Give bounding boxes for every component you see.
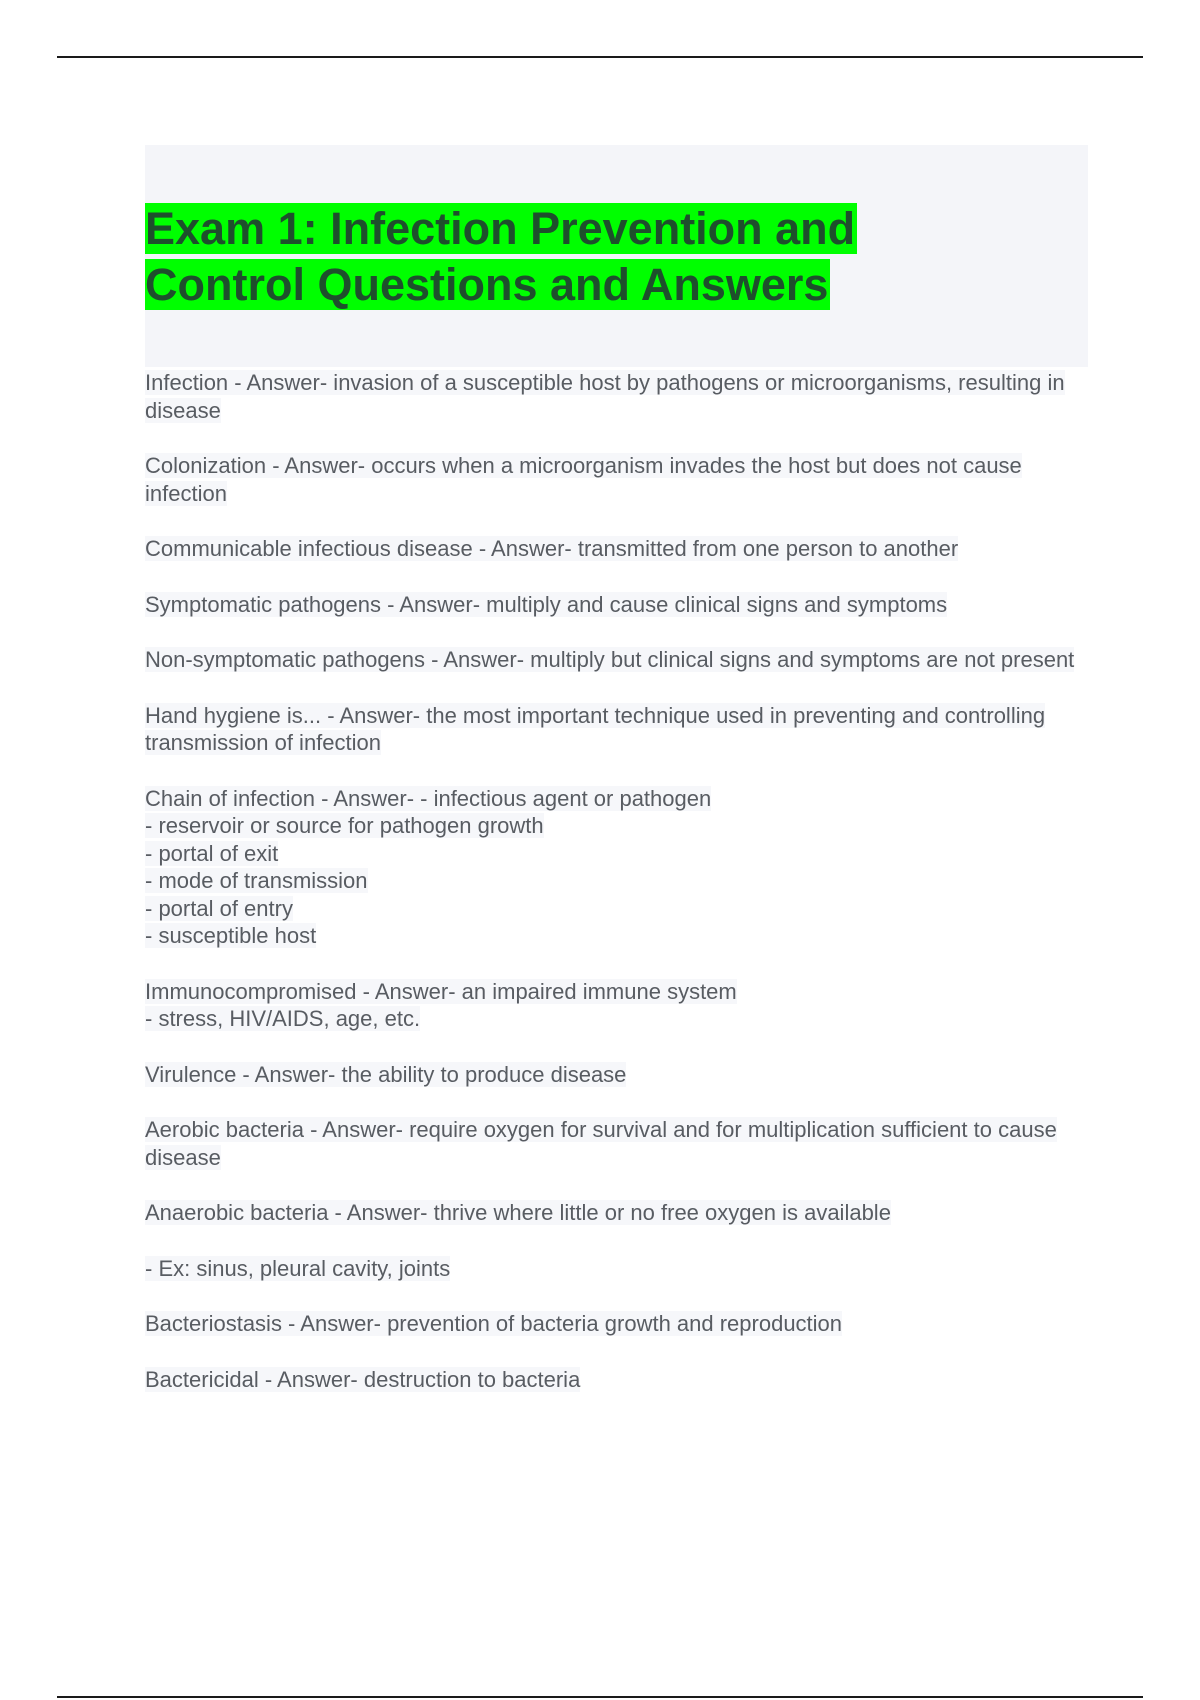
qa-item: Aerobic bacteria - Answer- require oxygen for survival and for multiplication sufficient to cause disease [145, 1117, 1057, 1170]
qa-item: Chain of infection - Answer- - infectious agent or pathogen - reservoir or source for pathogen growth - portal of exit - mode of transmission - portal of entry - susceptible host [145, 785, 1090, 950]
qa-subline: - reservoir or source for pathogen growth [145, 813, 544, 838]
qa-subline: - portal of exit [145, 840, 279, 866]
qa-item: Anaerobic bacteria - Answer- thrive where little or no free oxygen is available [145, 1200, 891, 1225]
document-title [145, 201, 857, 313]
qa-item: Bactericidal - Answer- destruction to bacteria [145, 1366, 581, 1392]
top-rule [57, 56, 1143, 58]
qa-item: Hand hygiene is... - Answer- the most important technique used in preventing and controlling transmission of infection [145, 702, 1046, 755]
qa-item: Immunocompromised - Answer- an impaired immune system - stress, HIV/AIDS, age, etc. [145, 978, 1090, 1033]
qa-item: Non-symptomatic pathogens - Answer- multiply but clinical signs and symptoms are not present [145, 647, 1075, 672]
qa-subline: - stress, HIV/AIDS, age, etc. [145, 1006, 421, 1031]
title-line-1: Exam 1: Infection Prevention and [145, 203, 856, 254]
qa-item: Infection - Answer- invasion of a susceptible host by pathogens or microorganisms, resulting in disease [145, 370, 1065, 423]
qa-subline: - mode of transmission [145, 868, 368, 893]
qa-item: - Ex: sinus, pleural cavity, joints [145, 1255, 451, 1281]
qa-subline: - portal of entry [145, 895, 293, 921]
qa-item: Virulence - Answer- the ability to produce disease [145, 1061, 627, 1087]
qa-item: Communicable infectious disease - Answer- transmitted from one person to another [145, 536, 959, 561]
qa-subline: - susceptible host [145, 923, 317, 948]
title-line-2: Control Questions and Answers [145, 259, 829, 310]
bottom-rule [57, 1696, 1143, 1698]
qa-list [145, 369, 1090, 1421]
qa-item: Colonization - Answer- occurs when a microorganism invades the host but does not cause infection [145, 453, 1022, 506]
qa-item: Bacteriostasis - Answer- prevention of bacteria growth and reproduction [145, 1311, 843, 1336]
qa-item: Symptomatic pathogens - Answer- multiply and cause clinical signs and symptoms [145, 591, 948, 617]
